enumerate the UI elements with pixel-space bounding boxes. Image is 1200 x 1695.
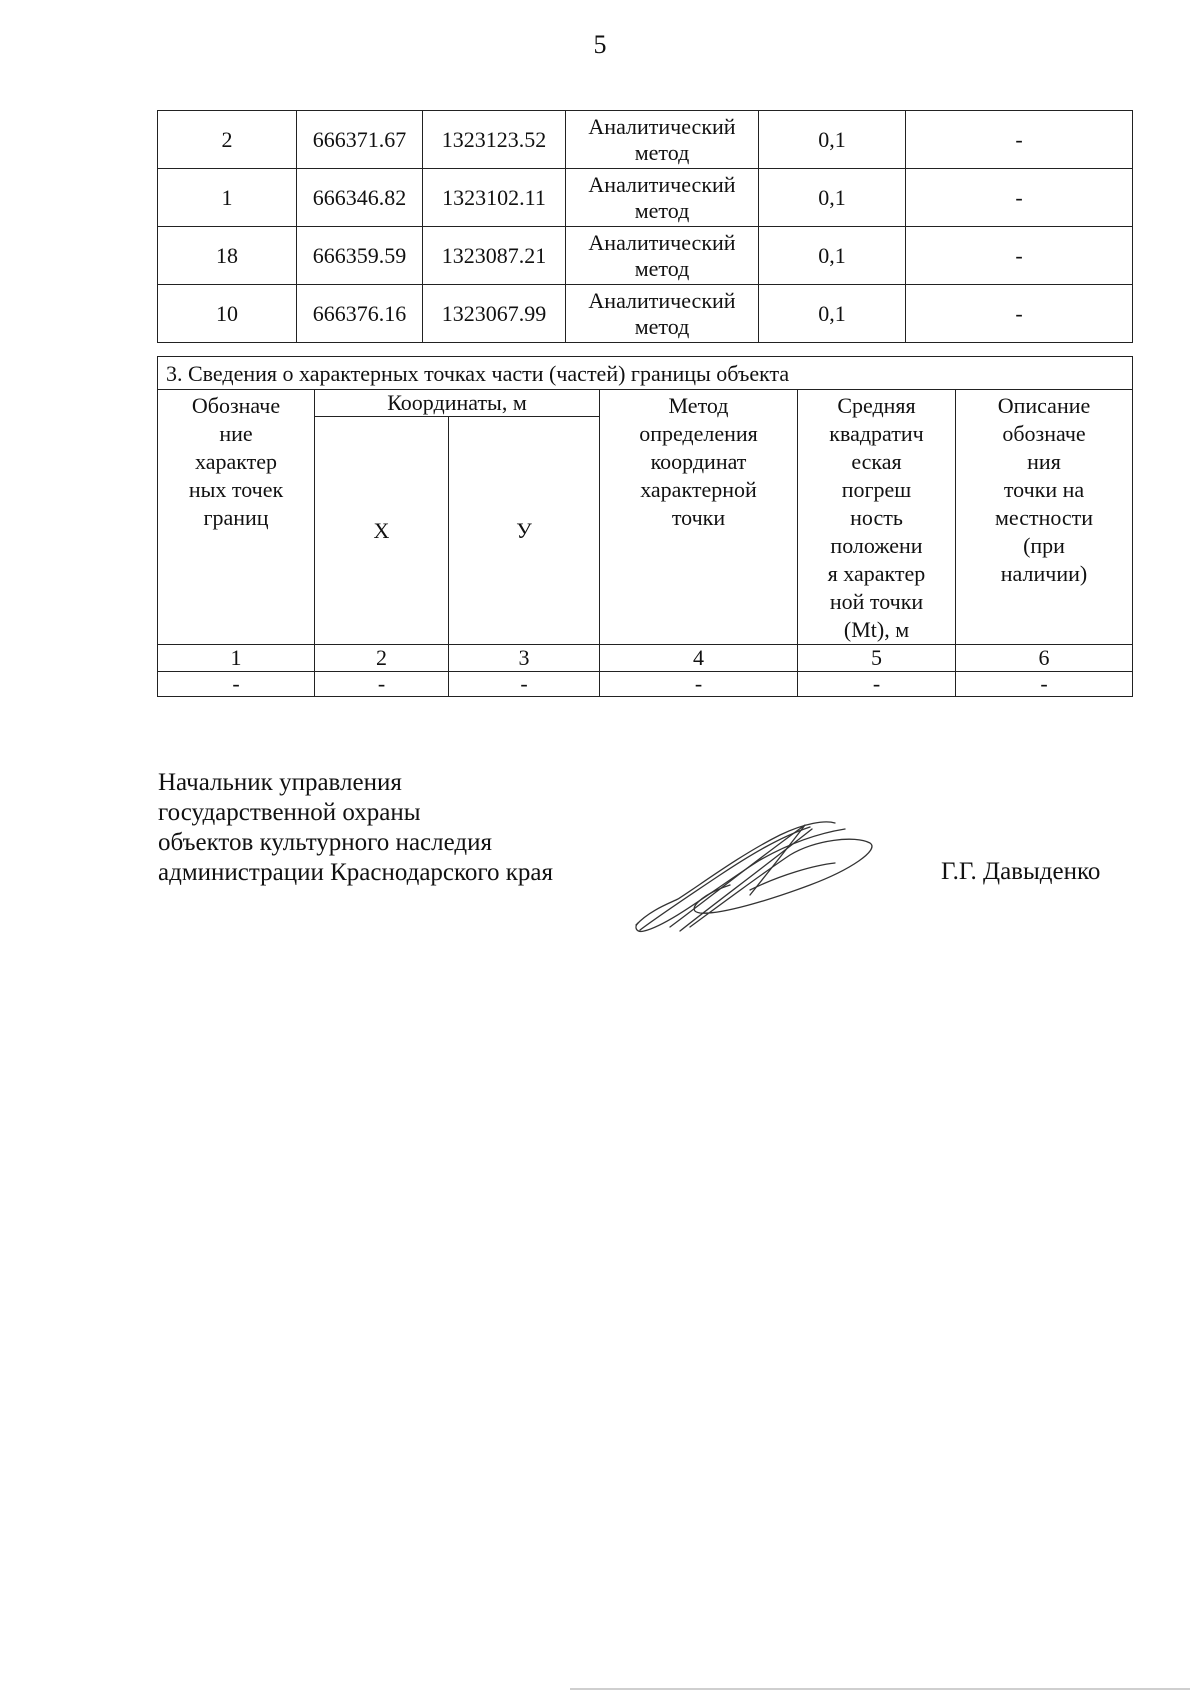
table-row bbox=[158, 111, 1133, 169]
accuracy-cell: 0,1 bbox=[759, 285, 906, 343]
header-x: Х bbox=[315, 417, 449, 645]
description-cell: - bbox=[906, 227, 1133, 285]
column-number: 5 bbox=[798, 645, 956, 672]
column-number: 6 bbox=[956, 645, 1133, 672]
point-number-cell: 10 bbox=[158, 285, 297, 343]
coordinates-table-continued bbox=[157, 110, 1133, 343]
accuracy-cell: 0,1 bbox=[759, 227, 906, 285]
header-point-designation: Обозначе ние характер ных точек границ bbox=[158, 390, 315, 645]
y-coordinate-cell: 1323102.11 bbox=[423, 169, 566, 227]
description-cell: - bbox=[906, 285, 1133, 343]
signer-position bbox=[158, 768, 553, 888]
x-coordinate-cell: 666346.82 bbox=[297, 169, 423, 227]
signer-position-line: государственной охраны bbox=[158, 799, 421, 826]
description-cell: - bbox=[906, 169, 1133, 227]
header-y: У bbox=[449, 417, 600, 645]
header-description: Описание обозначе ния точки на местности (при наличии) bbox=[956, 390, 1133, 645]
table-row bbox=[158, 227, 1133, 285]
empty-cell: - bbox=[956, 672, 1133, 697]
empty-cell: - bbox=[449, 672, 600, 697]
column-number: 4 bbox=[600, 645, 798, 672]
header-method: Метод определения координат характерной точки bbox=[600, 390, 798, 645]
empty-cell: - bbox=[798, 672, 956, 697]
accuracy-cell: 0,1 bbox=[759, 169, 906, 227]
method-cell: Аналитический метод bbox=[566, 285, 759, 343]
method-cell: Аналитический метод bbox=[566, 169, 759, 227]
y-coordinate-cell: 1323123.52 bbox=[423, 111, 566, 169]
x-coordinate-cell: 666371.67 bbox=[297, 111, 423, 169]
column-number: 2 bbox=[315, 645, 449, 672]
column-number: 1 bbox=[158, 645, 315, 672]
empty-cell: - bbox=[315, 672, 449, 697]
table-row bbox=[158, 672, 1133, 697]
y-coordinate-cell: 1323067.99 bbox=[423, 285, 566, 343]
accuracy-cell: 0,1 bbox=[759, 111, 906, 169]
x-coordinate-cell: 666359.59 bbox=[297, 227, 423, 285]
empty-cell: - bbox=[600, 672, 798, 697]
table-row bbox=[158, 285, 1133, 343]
y-coordinate-cell: 1323087.21 bbox=[423, 227, 566, 285]
scan-edge-line bbox=[570, 1688, 1190, 1690]
handwritten-signature bbox=[630, 815, 880, 945]
signer-position-line: объектов культурного наследия bbox=[158, 829, 492, 856]
signer-position-line: администрации Краснодарского края bbox=[158, 859, 554, 886]
header-coordinates: Координаты, м bbox=[315, 390, 600, 417]
point-number-cell: 2 bbox=[158, 111, 297, 169]
signer-position-line: Начальник управления bbox=[158, 769, 402, 796]
empty-cell: - bbox=[158, 672, 315, 697]
method-cell: Аналитический метод bbox=[566, 227, 759, 285]
point-number-cell: 18 bbox=[158, 227, 297, 285]
boundary-parts-table bbox=[157, 356, 1133, 697]
header-accuracy: Средняя квадратич еская погреш ность положени я характер ной точки (Mt), м bbox=[798, 390, 956, 645]
column-number: 3 bbox=[449, 645, 600, 672]
signer-name: Г.Г. Давыденко bbox=[941, 858, 1101, 885]
column-numbers-row bbox=[158, 645, 1133, 672]
section-title: 3. Сведения о характерных точках части (частей) границы объекта bbox=[158, 357, 1133, 390]
description-cell: - bbox=[906, 111, 1133, 169]
table-row bbox=[158, 169, 1133, 227]
method-cell: Аналитический метод bbox=[566, 111, 759, 169]
x-coordinate-cell: 666376.16 bbox=[297, 285, 423, 343]
point-number-cell: 1 bbox=[158, 169, 297, 227]
page-number: 5 bbox=[593, 30, 607, 59]
